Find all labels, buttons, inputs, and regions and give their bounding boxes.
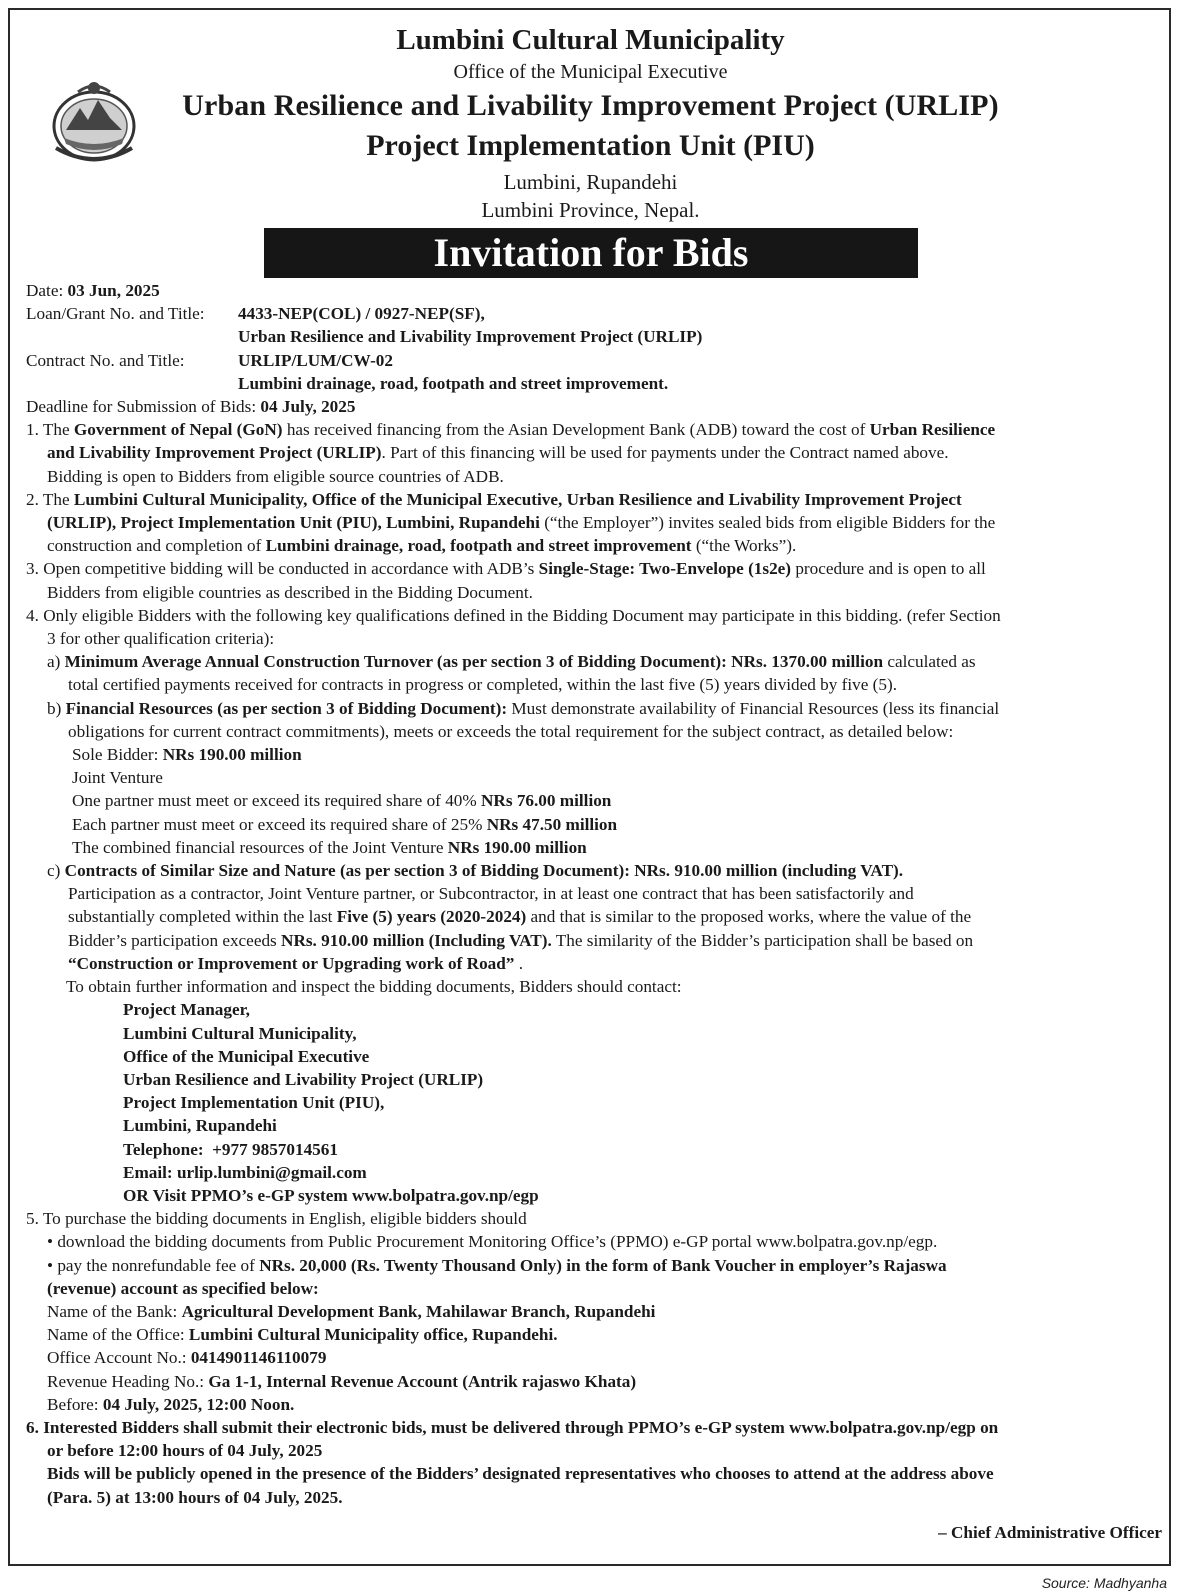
contact-telephone: Telephone: +977 9857014561 bbox=[123, 1139, 338, 1159]
unit-title: Project Implementation Unit (PIU) bbox=[366, 129, 815, 162]
combined-resources-line: The combined financial resources of the Joint Venture NRs 190.00 million bbox=[72, 837, 587, 857]
bank-name-line: Name of the Bank: Agricultural Development Bank, Mahilawar Branch, Rupandehi bbox=[47, 1301, 656, 1321]
contact-line-4: Urban Resilience and Livability Project (URLIP) bbox=[123, 1069, 484, 1089]
criterion-a: a) Minimum Average Annual Construction Turnover (as per section 3 of Bidding Document): NRs. 1370.00 million calculated as bbox=[47, 652, 976, 672]
para-2: 2. The Lumbini Cultural Municipality, Office of the Municipal Executive, Urban Resilience and Livability Improvement Project bbox=[26, 489, 962, 509]
loan-title-line: Urban Resilience and Livability Improvement Project (URLIP) bbox=[238, 327, 703, 347]
location-line-2: Lumbini Province, Nepal. bbox=[481, 198, 700, 222]
contact-intro: To obtain further information and inspect the bidding documents, Bidders should contact: bbox=[66, 977, 682, 997]
office-name-line: Name of the Office: Lumbini Cultural Municipality office, Rupandehi. bbox=[47, 1325, 558, 1345]
before-line: Before: 04 July, 2025, 12:00 Noon. bbox=[47, 1394, 295, 1414]
location-line-1: Lumbini, Rupandehi bbox=[503, 170, 678, 194]
para-3-line-2: Bidders from eligible countries as described in the Bidding Document. bbox=[47, 582, 533, 602]
notice-body bbox=[26, 279, 1162, 1544]
municipality-title: Lumbini Cultural Municipality bbox=[396, 24, 785, 56]
para-2-line-3: construction and completion of Lumbini drainage, road, footpath and street improvement (“the Works”). bbox=[47, 536, 797, 556]
date-line: Date: 03 Jun, 2025 bbox=[26, 281, 160, 300]
para-3: 3. Open competitive bidding will be conducted in accordance with ADB’s Single-Stage: Two-Envelope (1s2e) procedure and is open to all bbox=[26, 559, 986, 579]
criterion-a-line-2: total certified payments received for contracts in progress or completed, within the last five (5) years divided by five (5). bbox=[68, 675, 898, 695]
purchase-bullet-1: • download the bidding documents from Public Procurement Monitoring Office’s (PPMO) e-GP portal www.bolpatra.gov.np/egp. bbox=[47, 1232, 938, 1252]
para-6: 6. Interested Bidders shall submit their electronic bids, must be delivered through PPMO’s e-GP system www.bolpatra.gov.np/egp on bbox=[26, 1417, 999, 1437]
para-4-line-2: 3 for other qualification criteria): bbox=[47, 629, 275, 649]
contact-line-1: Project Manager, bbox=[123, 1000, 250, 1020]
para-1-line-3: Bidding is open to Bidders from eligible source countries of ADB. bbox=[47, 466, 504, 486]
source-credit: Source: Madhyanha bbox=[1041, 1575, 1167, 1591]
contact-line-5: Project Implementation Unit (PIU), bbox=[123, 1093, 385, 1113]
office-subtitle: Office of the Municipal Executive bbox=[453, 61, 728, 83]
one-partner-line: One partner must meet or exceed its required share of 40% NRs 76.00 million bbox=[72, 791, 612, 811]
para-1: 1. The Government of Nepal (GoN) has received financing from the Asian Development Bank (ADB) toward the cost of Urban Resilience bbox=[26, 420, 996, 440]
para-6-line-2: or before 12:00 hours of 04 July, 2025 bbox=[47, 1441, 323, 1461]
revenue-heading-line: Revenue Heading No.: Ga 1-1, Internal Revenue Account (Antrik rajaswo Khata) bbox=[47, 1371, 637, 1391]
para-4: 4. Only eligible Bidders with the following key qualifications defined in the Bidding Document may participate in this bidding. (refer Section bbox=[26, 605, 1001, 625]
purchase-bullet-2: • pay the nonrefundable fee of NRs. 20,000 (Rs. Twenty Thousand Only) in the form of Bank Voucher in employer’s Rajaswa bbox=[47, 1255, 947, 1275]
each-partner-line: Each partner must meet or exceed its required share of 25% NRs 47.50 million bbox=[72, 814, 618, 834]
contract-line: Contract No. and Title: URLIP/LUM/CW-02 bbox=[26, 350, 393, 370]
para-6-line-3: Bids will be publicly opened in the presence of the Bidders’ designated representatives who chooses to attend at the address above bbox=[47, 1464, 994, 1484]
criterion-c: c) Contracts of Similar Size and Nature (as per section 3 of Bidding Document): NRs. 910.00 million (including VAT). bbox=[47, 861, 904, 881]
banner-heading: Invitation for Bids bbox=[264, 228, 918, 278]
loan-line: Loan/Grant No. and Title: 4433-NEP(COL) / 0927-NEP(SF), bbox=[26, 304, 485, 324]
criterion-c-line-3: substantially completed within the last Five (5) years (2020-2024) and that is similar to the proposed works, where the value of the bbox=[68, 907, 972, 927]
contact-line-3: Office of the Municipal Executive bbox=[123, 1046, 370, 1066]
criterion-b-line-2: obligations for current contract commitments), meets or exceeds the total requirement for the subject contract, as detailed below: bbox=[68, 721, 954, 741]
contract-title-line: Lumbini drainage, road, footpath and street improvement. bbox=[238, 373, 669, 393]
criterion-c-line-5: “Construction or Improvement or Upgrading work of Road” . bbox=[68, 953, 523, 973]
joint-venture-line: Joint Venture bbox=[72, 768, 163, 788]
para-5: 5. To purchase the bidding documents in English, eligible bidders should bbox=[26, 1209, 527, 1229]
criterion-b: b) Financial Resources (as per section 3 of Bidding Document): Must demonstrate availability of Financial Resources (less its financial bbox=[47, 698, 1000, 718]
signoff: – Chief Administrative Officer bbox=[938, 1522, 1162, 1542]
deadline-line: Deadline for Submission of Bids: 04 July, 2025 bbox=[26, 397, 356, 417]
para-2-line-2: (URLIP), Project Implementation Unit (PIU), Lumbini, Rupandehi (“the Employer”) invites sealed bids from eligible Bidders for the bbox=[47, 513, 996, 533]
project-title: Urban Resilience and Livability Improvement Project (URLIP) bbox=[182, 89, 999, 122]
para-1-line-2: and Livability Improvement Project (URLIP). Part of this financing will be used for payments under the Contract named above. bbox=[47, 443, 949, 463]
para-6-line-4: (Para. 5) at 13:00 hours of 04 July, 2025. bbox=[47, 1487, 343, 1507]
contact-email: Email: urlip.lumbini@gmail.com bbox=[123, 1162, 367, 1182]
contact-line-2: Lumbini Cultural Municipality, bbox=[123, 1023, 357, 1043]
sole-bidder-line: Sole Bidder: NRs 190.00 million bbox=[72, 745, 302, 765]
criterion-c-line-2: Participation as a contractor, Joint Venture partner, or Subcontractor, in at least one contract that has been satisfactorily and bbox=[68, 884, 914, 904]
account-number-line: Office Account No.: 0414901146110079 bbox=[47, 1348, 327, 1368]
contact-line-6: Lumbini, Rupandehi bbox=[123, 1116, 277, 1136]
purchase-bullet-2-line-2: (revenue) account as specified below: bbox=[47, 1278, 319, 1298]
criterion-c-line-4: Bidder’s participation exceeds NRs. 910.00 million (Including VAT). The similarity of the Bidder’s participation shall be based on bbox=[68, 930, 974, 950]
contact-egp-link: OR Visit PPMO’s e-GP system www.bolpatra.gov.np/egp bbox=[123, 1185, 539, 1205]
